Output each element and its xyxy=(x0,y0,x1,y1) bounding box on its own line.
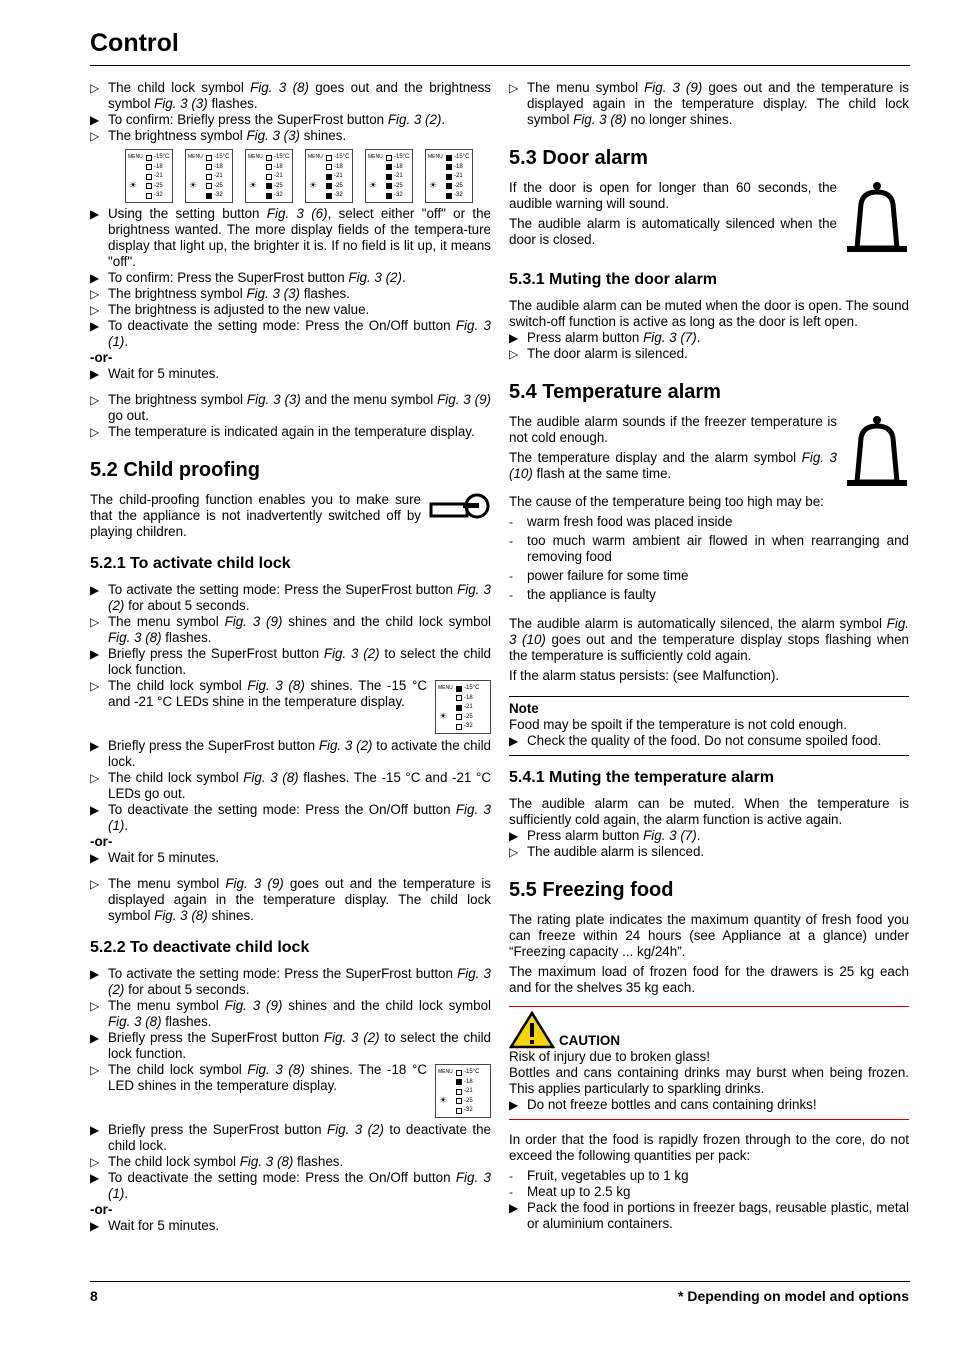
led-indicator: -25 xyxy=(456,713,479,723)
step-icon: ▶ xyxy=(90,739,100,753)
led-indicator: -15°C xyxy=(386,153,409,163)
led-indicator: -32 xyxy=(146,191,169,201)
led-indicator: -32 xyxy=(446,191,469,201)
step-icon: ▶ xyxy=(90,967,100,981)
caution-text: Risk of injury due to broken glass! xyxy=(509,1049,710,1064)
result-icon: ▷ xyxy=(90,1063,100,1077)
led-indicator: -25 xyxy=(146,182,169,192)
led-indicator: -25 xyxy=(266,182,289,192)
result-icon: ▷ xyxy=(90,679,100,693)
paragraph: The audible alarm can be muted. When the temperature is sufficiently cold again, the alarm function is active again. xyxy=(509,796,909,827)
menu-label: MENU xyxy=(248,154,263,160)
left-column xyxy=(90,80,491,1234)
brightness-panel xyxy=(185,149,233,203)
paragraph: If the alarm status persists: (see Malfunction). xyxy=(509,668,780,683)
list-item: - the appliance is faulty xyxy=(509,587,656,602)
list-item: ▷ The temperature is indicated again in the temperature display. xyxy=(90,424,475,439)
led-indicator: -32 xyxy=(386,191,409,201)
led-indicator: -15°C xyxy=(326,153,349,163)
list-item: ▶ To deactivate the setting mode: Press the On/Off button Fig. 3 (1). xyxy=(90,318,491,349)
paragraph: The audible alarm sounds if the freezer temperature is not cold enough. xyxy=(509,414,837,445)
paragraph: The rating plate indicates the maximum quantity of fresh food you can freeze within 24 hours (see Appliance at a glance) under “Freezing capacity ... kg/24h”. xyxy=(509,912,909,959)
led-indicator: -15°C xyxy=(456,1068,479,1078)
list-item: ▷ The child lock symbol Fig. 3 (8) shines. The -15 °C and -21 °C LEDs shine in the temperature display. xyxy=(90,678,427,709)
result-icon: ▷ xyxy=(90,877,100,891)
result-icon: ▷ xyxy=(509,347,519,361)
step-icon: ▶ xyxy=(90,207,100,221)
led-indicator: -21 xyxy=(386,172,409,182)
list-item: ▷ The menu symbol Fig. 3 (9) goes out and the temperature is displayed again in the temperature display. The child lock symbol Fig. 3 (8) shines. xyxy=(90,876,491,923)
menu-label: MENU xyxy=(128,154,143,160)
led-indicator: -32 xyxy=(266,191,289,201)
result-icon: ▷ xyxy=(509,81,519,95)
result-icon: ▷ xyxy=(90,393,100,407)
led-indicator: -18 xyxy=(446,163,469,173)
paragraph: In order that the food is rapidly frozen through to the core, do not exceed the following quantities per pack: xyxy=(509,1132,909,1163)
or-separator: -or- xyxy=(90,350,113,365)
brightness-display-strip xyxy=(125,149,491,203)
brightness-panel xyxy=(425,149,473,203)
section-heading-temperature-alarm: 5.4 Temperature alarm xyxy=(509,381,721,403)
step-icon: ▶ xyxy=(509,734,519,748)
list-item: - too much warm ambient air flowed in when rearranging and removing food xyxy=(509,533,909,564)
section-heading-child-proofing: 5.2 Child proofing xyxy=(90,459,260,481)
list-item: ▷ The child lock symbol Fig. 3 (8) flashes. xyxy=(90,1154,344,1169)
dash-marker: - xyxy=(509,569,513,583)
led-indicator: -15°C xyxy=(266,153,289,163)
subsection-heading-deactivate-child-lock: 5.2.2 To deactivate child lock xyxy=(90,939,310,956)
led-indicator: -21 xyxy=(146,172,169,182)
step-icon: ▶ xyxy=(90,113,100,127)
bell-icon xyxy=(845,180,909,256)
step-icon: ▶ xyxy=(90,1123,100,1137)
led-indicator: -18 xyxy=(386,163,409,173)
led-indicator: -18 xyxy=(146,163,169,173)
list-item: ▷ The menu symbol Fig. 3 (9) goes out and the temperature is displayed again in the temperature display. The child lock symbol Fig. 3 (8) no longer shines. xyxy=(509,80,909,127)
list-item: ▶ Wait for 5 minutes. xyxy=(90,366,220,381)
led-indicator: -15°C xyxy=(446,153,469,163)
result-icon: ▷ xyxy=(90,1155,100,1169)
step-icon: ▶ xyxy=(90,851,100,865)
header-divider xyxy=(90,65,910,66)
led-indicator: -18 xyxy=(456,694,479,704)
brightness-icon: ☀ xyxy=(309,180,318,190)
page-number: 8 xyxy=(90,1288,98,1304)
paragraph: The temperature display and the alarm symbol Fig. 3 (10) flash at the same time. xyxy=(509,450,837,481)
list-item: ▶ Do not freeze bottles and cans containing drinks! xyxy=(509,1097,817,1112)
led-indicator: -32 xyxy=(456,1106,479,1116)
menu-label: MENU xyxy=(428,154,443,160)
step-icon: ▶ xyxy=(509,829,519,843)
list-item: ▶ Wait for 5 minutes. xyxy=(90,1218,220,1233)
list-item: ▷ The audible alarm is silenced. xyxy=(509,844,705,859)
led-indicator: -21 xyxy=(456,703,479,713)
or-separator: -or- xyxy=(90,1202,113,1217)
dash-marker: - xyxy=(509,515,513,529)
note-text: Food may be spoilt if the temperature is not cold enough. xyxy=(509,717,847,732)
list-item: ▷ The menu symbol Fig. 3 (9) shines and the child lock symbol Fig. 3 (8) flashes. xyxy=(90,614,491,645)
result-icon: ▷ xyxy=(90,287,100,301)
brightness-panel xyxy=(305,149,353,203)
step-icon: ▶ xyxy=(509,1201,519,1215)
led-indicator: -18 xyxy=(326,163,349,173)
subsection-heading-muting-temperature-alarm: 5.4.1 Muting the temperature alarm xyxy=(509,769,774,786)
brightness-icon: ☀ xyxy=(429,180,438,190)
list-item: ▶ Briefly press the SuperFrost button Fig. 3 (2) to deactivate the child lock. xyxy=(90,1122,491,1153)
paragraph: The maximum load of frozen food for the drawers is 25 kg each and for the shelves 35 kg each. xyxy=(509,964,909,995)
result-icon: ▷ xyxy=(90,425,100,439)
list-item: ▶ Using the setting button Fig. 3 (6), select either "off" or the brightness wanted. The more display fields of the tempera-ture display that light up, the brighter it is. If no field is lit up, it means "off". xyxy=(90,206,491,269)
led-indicator: -18 xyxy=(266,163,289,173)
list-item: ▷ The brightness symbol Fig. 3 (3) flashes. xyxy=(90,286,350,301)
step-icon: ▶ xyxy=(90,583,100,597)
list-item: ▶ Wait for 5 minutes. xyxy=(90,850,220,865)
led-indicator: -21 xyxy=(456,1087,479,1097)
led-indicator: -21 xyxy=(446,172,469,182)
step-icon: ▶ xyxy=(90,271,100,285)
led-indicator: -32 xyxy=(326,191,349,201)
brightness-icon: ☀ xyxy=(189,180,198,190)
step-icon: ▶ xyxy=(90,1219,100,1233)
led-display-figure xyxy=(435,680,491,734)
list-item: ▶ To activate the setting mode: Press the SuperFrost button Fig. 3 (2) for about 5 seconds. xyxy=(90,582,491,613)
footer-note: * Depending on model and options xyxy=(678,1288,909,1304)
key-icon xyxy=(429,492,491,522)
list-item: ▷ The child lock symbol Fig. 3 (8) goes out and the brightness symbol Fig. 3 (3) flashes. xyxy=(90,80,491,111)
brightness-icon: ☀ xyxy=(369,180,378,190)
brightness-icon: ☀ xyxy=(439,711,448,721)
list-item: ▶ Pack the food in portions in freezer bags, reusable plastic, metal or aluminium containers. xyxy=(509,1200,909,1231)
led-indicator: -25 xyxy=(446,182,469,192)
footer-divider xyxy=(90,1281,910,1282)
warning-icon xyxy=(509,1011,555,1049)
dash-marker: - xyxy=(509,534,513,548)
result-icon: ▷ xyxy=(509,845,519,859)
result-icon: ▷ xyxy=(90,771,100,785)
led-indicator: -25 xyxy=(386,182,409,192)
brightness-icon: ☀ xyxy=(129,180,138,190)
list-item: - warm fresh food was placed inside xyxy=(509,514,733,529)
right-column xyxy=(509,80,909,1232)
result-icon: ▷ xyxy=(90,303,100,317)
led-indicator: -25 xyxy=(326,182,349,192)
list-item: ▶ Briefly press the SuperFrost button Fig. 3 (2) to activate the child lock. xyxy=(90,738,491,769)
brightness-icon: ☀ xyxy=(249,180,258,190)
step-icon: ▶ xyxy=(90,647,100,661)
step-icon: ▶ xyxy=(90,319,100,333)
led-indicator: -18 xyxy=(206,163,229,173)
list-item: ▶ To deactivate the setting mode: Press the On/Off button Fig. 3 (1). xyxy=(90,1170,491,1201)
list-item: ▷ The child lock symbol Fig. 3 (8) flashes. The -15 °C and -21 °C LEDs go out. xyxy=(90,770,491,801)
led-indicator: -21 xyxy=(266,172,289,182)
step-icon: ▶ xyxy=(509,331,519,345)
list-item: ▶ Briefly press the SuperFrost button Fig. 3 (2) to select the child lock function. xyxy=(90,1030,491,1061)
list-item: ▷ The menu symbol Fig. 3 (9) shines and the child lock symbol Fig. 3 (8) flashes. xyxy=(90,998,491,1029)
result-icon: ▷ xyxy=(90,129,100,143)
result-icon: ▷ xyxy=(90,999,100,1013)
list-item: ▶ Check the quality of the food. Do not consume spoiled food. xyxy=(509,733,882,748)
menu-label: MENU xyxy=(368,154,383,160)
section-heading-door-alarm: 5.3 Door alarm xyxy=(509,147,648,169)
dash-marker: - xyxy=(509,588,513,602)
note-title: Note xyxy=(509,701,539,716)
led-indicator: -25 xyxy=(206,182,229,192)
step-icon: ▶ xyxy=(509,1098,519,1112)
paragraph: The audible alarm is automatically silenced, the alarm symbol Fig. 3 (10) goes out and the temperature display stops flashing when the temperature is sufficiently cold again. xyxy=(509,616,909,663)
step-icon: ▶ xyxy=(90,367,100,381)
caution-box xyxy=(509,1006,909,1120)
list-item: ▶ To deactivate the setting mode: Press the On/Off button Fig. 3 (1). xyxy=(90,802,491,833)
step-icon: ▶ xyxy=(90,1031,100,1045)
led-indicator: -21 xyxy=(326,172,349,182)
led-display-figure xyxy=(435,1064,491,1118)
menu-label: MENU xyxy=(308,154,323,160)
list-item: - Meat up to 2.5 kg xyxy=(509,1184,631,1199)
brightness-panel xyxy=(125,149,173,203)
menu-label: MENU xyxy=(188,154,203,160)
result-icon: ▷ xyxy=(90,615,100,629)
brightness-icon: ☀ xyxy=(439,1095,448,1105)
paragraph: The cause of the temperature being too high may be: xyxy=(509,494,824,509)
brightness-panel xyxy=(245,149,293,203)
subsection-heading-muting-door-alarm: 5.3.1 Muting the door alarm xyxy=(509,271,718,288)
result-icon: ▷ xyxy=(90,81,100,95)
led-indicator: -21 xyxy=(206,172,229,182)
list-item: ▶ Press alarm button Fig. 3 (7). xyxy=(509,330,701,345)
paragraph: If the door is open for longer than 60 seconds, the audible warning will sound. xyxy=(509,180,837,211)
or-separator: -or- xyxy=(90,834,113,849)
paragraph: The child-proofing function enables you to make sure that the appliance is not inadvertently switched off by playing children. xyxy=(90,492,421,539)
list-item: ▶ Press alarm button Fig. 3 (7). xyxy=(509,828,701,843)
led-indicator: -15°C xyxy=(456,684,479,694)
caution-title: CAUTION xyxy=(559,1033,620,1048)
list-item: ▷ The door alarm is silenced. xyxy=(509,346,688,361)
led-indicator: -18 xyxy=(456,1078,479,1088)
bell-icon xyxy=(845,414,909,490)
list-item: - Fruit, vegetables up to 1 kg xyxy=(509,1168,689,1183)
led-indicator: -15°C xyxy=(146,153,169,163)
brightness-panel xyxy=(365,149,413,203)
menu-label: MENU xyxy=(438,685,453,691)
menu-label: MENU xyxy=(438,1069,453,1075)
step-icon: ▶ xyxy=(90,803,100,817)
subsection-heading-activate-child-lock: 5.2.1 To activate child lock xyxy=(90,555,291,572)
step-icon: ▶ xyxy=(90,1171,100,1185)
led-indicator: -25 xyxy=(456,1097,479,1107)
list-item: - power failure for some time xyxy=(509,568,689,583)
list-item: ▶ To confirm: Press the SuperFrost button Fig. 3 (2). xyxy=(90,270,406,285)
paragraph: The audible alarm is automatically silenced when the door is closed. xyxy=(509,216,837,247)
page-title: Control xyxy=(90,29,179,57)
led-indicator: -15°C xyxy=(206,153,229,163)
section-heading-freezing-food: 5.5 Freezing food xyxy=(509,879,674,901)
paragraph: The audible alarm can be muted when the door is open. The sound switch-off function is active as long as the door is left open. xyxy=(509,298,909,329)
list-item: ▶ To activate the setting mode: Press the SuperFrost button Fig. 3 (2) for about 5 seconds. xyxy=(90,966,491,997)
list-item: ▷ The brightness symbol Fig. 3 (3) shines. xyxy=(90,128,347,143)
dash-marker: - xyxy=(509,1185,513,1199)
list-item: ▷ The child lock symbol Fig. 3 (8) shines. The -18 °C LED shines in the temperature display. xyxy=(90,1062,427,1093)
dash-marker: - xyxy=(509,1169,513,1183)
list-item: ▶ Briefly press the SuperFrost button Fig. 3 (2) to select the child lock function. xyxy=(90,646,491,677)
list-item: ▷ The brightness is adjusted to the new value. xyxy=(90,302,370,317)
led-indicator: -32 xyxy=(206,191,229,201)
list-item: ▶ To confirm: Briefly press the SuperFrost button Fig. 3 (2). xyxy=(90,112,446,127)
led-indicator: -32 xyxy=(456,722,479,732)
note-box xyxy=(509,696,909,756)
list-item: ▷ The brightness symbol Fig. 3 (3) and the menu symbol Fig. 3 (9) go out. xyxy=(90,392,492,423)
caution-text: Bottles and cans containing drinks may burst when being frozen. This applies particularly to sparkling drinks. xyxy=(509,1065,909,1096)
